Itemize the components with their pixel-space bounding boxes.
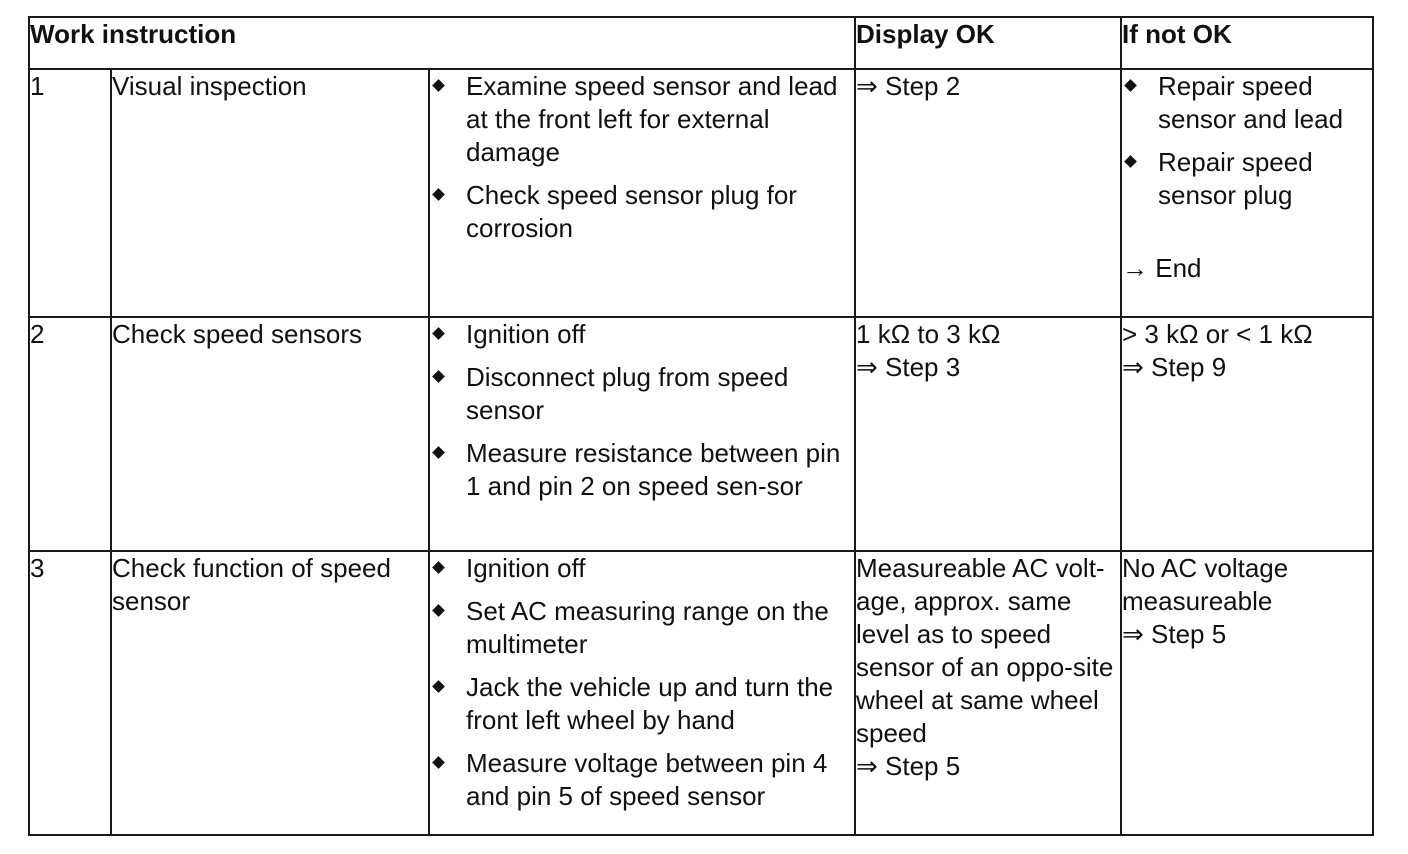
table-header-row — [29, 17, 1373, 69]
step-instructions — [429, 551, 855, 835]
header-if-not-ok: If not OK — [1121, 17, 1373, 69]
list-item: Set AC measuring range on the multimeter — [430, 595, 854, 661]
fail-condition: > 3 kΩ or < 1 kΩ — [1122, 319, 1313, 349]
step-title: Visual inspection — [111, 69, 429, 317]
if-not-ok-cell — [1121, 551, 1373, 835]
diamond-bullet-icon — [432, 327, 445, 340]
list-item: Disconnect plug from speed sensor — [430, 361, 854, 427]
if-not-ok-cell — [1121, 69, 1373, 317]
diamond-bullet-icon — [1124, 155, 1137, 168]
step-title: Check speed sensors — [111, 317, 429, 551]
result-text: ⇒ Step 2 — [856, 71, 961, 101]
fail-condition: No AC voltage measureable — [1122, 553, 1289, 616]
step-title: Check function of speed sensor — [111, 551, 429, 835]
work-instruction-table — [28, 16, 1374, 836]
list-item: Ignition off — [430, 318, 854, 351]
diamond-bullet-icon — [432, 756, 445, 769]
if-not-ok-cell — [1121, 317, 1373, 551]
list-item: Measure voltage between pin 4 and pin 5 of speed sensor — [430, 747, 854, 813]
fail-action: ⇒ Step 9 — [1122, 352, 1227, 382]
list-item: Check speed sensor plug for corrosion — [430, 179, 854, 245]
list-item: Jack the vehicle up and turn the front left wheel by hand — [430, 671, 854, 737]
list-item: Ignition off — [430, 552, 854, 585]
step-instructions — [429, 317, 855, 551]
table-row — [29, 551, 1373, 835]
list-item: Repair speed sensor and lead — [1122, 70, 1372, 136]
result-description: Measureable AC volt-age, approx. same level as to speed sensor of an oppo-site wheel at same wheel speed — [856, 553, 1114, 748]
header-display-ok: Display OK — [855, 17, 1121, 69]
list-item: Repair speed sensor plug — [1122, 146, 1372, 212]
list-item: Examine speed sensor and lead at the front left for external damage — [430, 70, 854, 169]
fail-action: ⇒ Step 5 — [1122, 619, 1227, 649]
diamond-bullet-icon — [1124, 79, 1137, 92]
display-ok-cell — [855, 69, 1121, 317]
result-text: ⇒ Step 3 — [856, 352, 961, 382]
diamond-bullet-icon — [432, 680, 445, 693]
list-item: Measure resistance between pin 1 and pin 2 on speed sen-sor — [430, 437, 854, 503]
table-row — [29, 69, 1373, 317]
display-ok-cell — [855, 317, 1121, 551]
display-ok-cell — [855, 551, 1121, 835]
result-range: 1 kΩ to 3 kΩ — [856, 319, 1001, 349]
diamond-bullet-icon — [432, 446, 445, 459]
result-text: ⇒ Step 5 — [856, 751, 961, 781]
step-number: 3 — [29, 551, 111, 835]
step-number: 1 — [29, 69, 111, 317]
diamond-bullet-icon — [432, 561, 445, 574]
diamond-bullet-icon — [432, 370, 445, 383]
header-work-instruction: Work instruction — [29, 17, 855, 69]
step-number: 2 — [29, 317, 111, 551]
step-instructions — [429, 69, 855, 317]
diamond-bullet-icon — [432, 188, 445, 201]
diamond-bullet-icon — [432, 79, 445, 92]
end-text: → End — [1122, 253, 1202, 283]
diamond-bullet-icon — [432, 604, 445, 617]
table-row — [29, 317, 1373, 551]
